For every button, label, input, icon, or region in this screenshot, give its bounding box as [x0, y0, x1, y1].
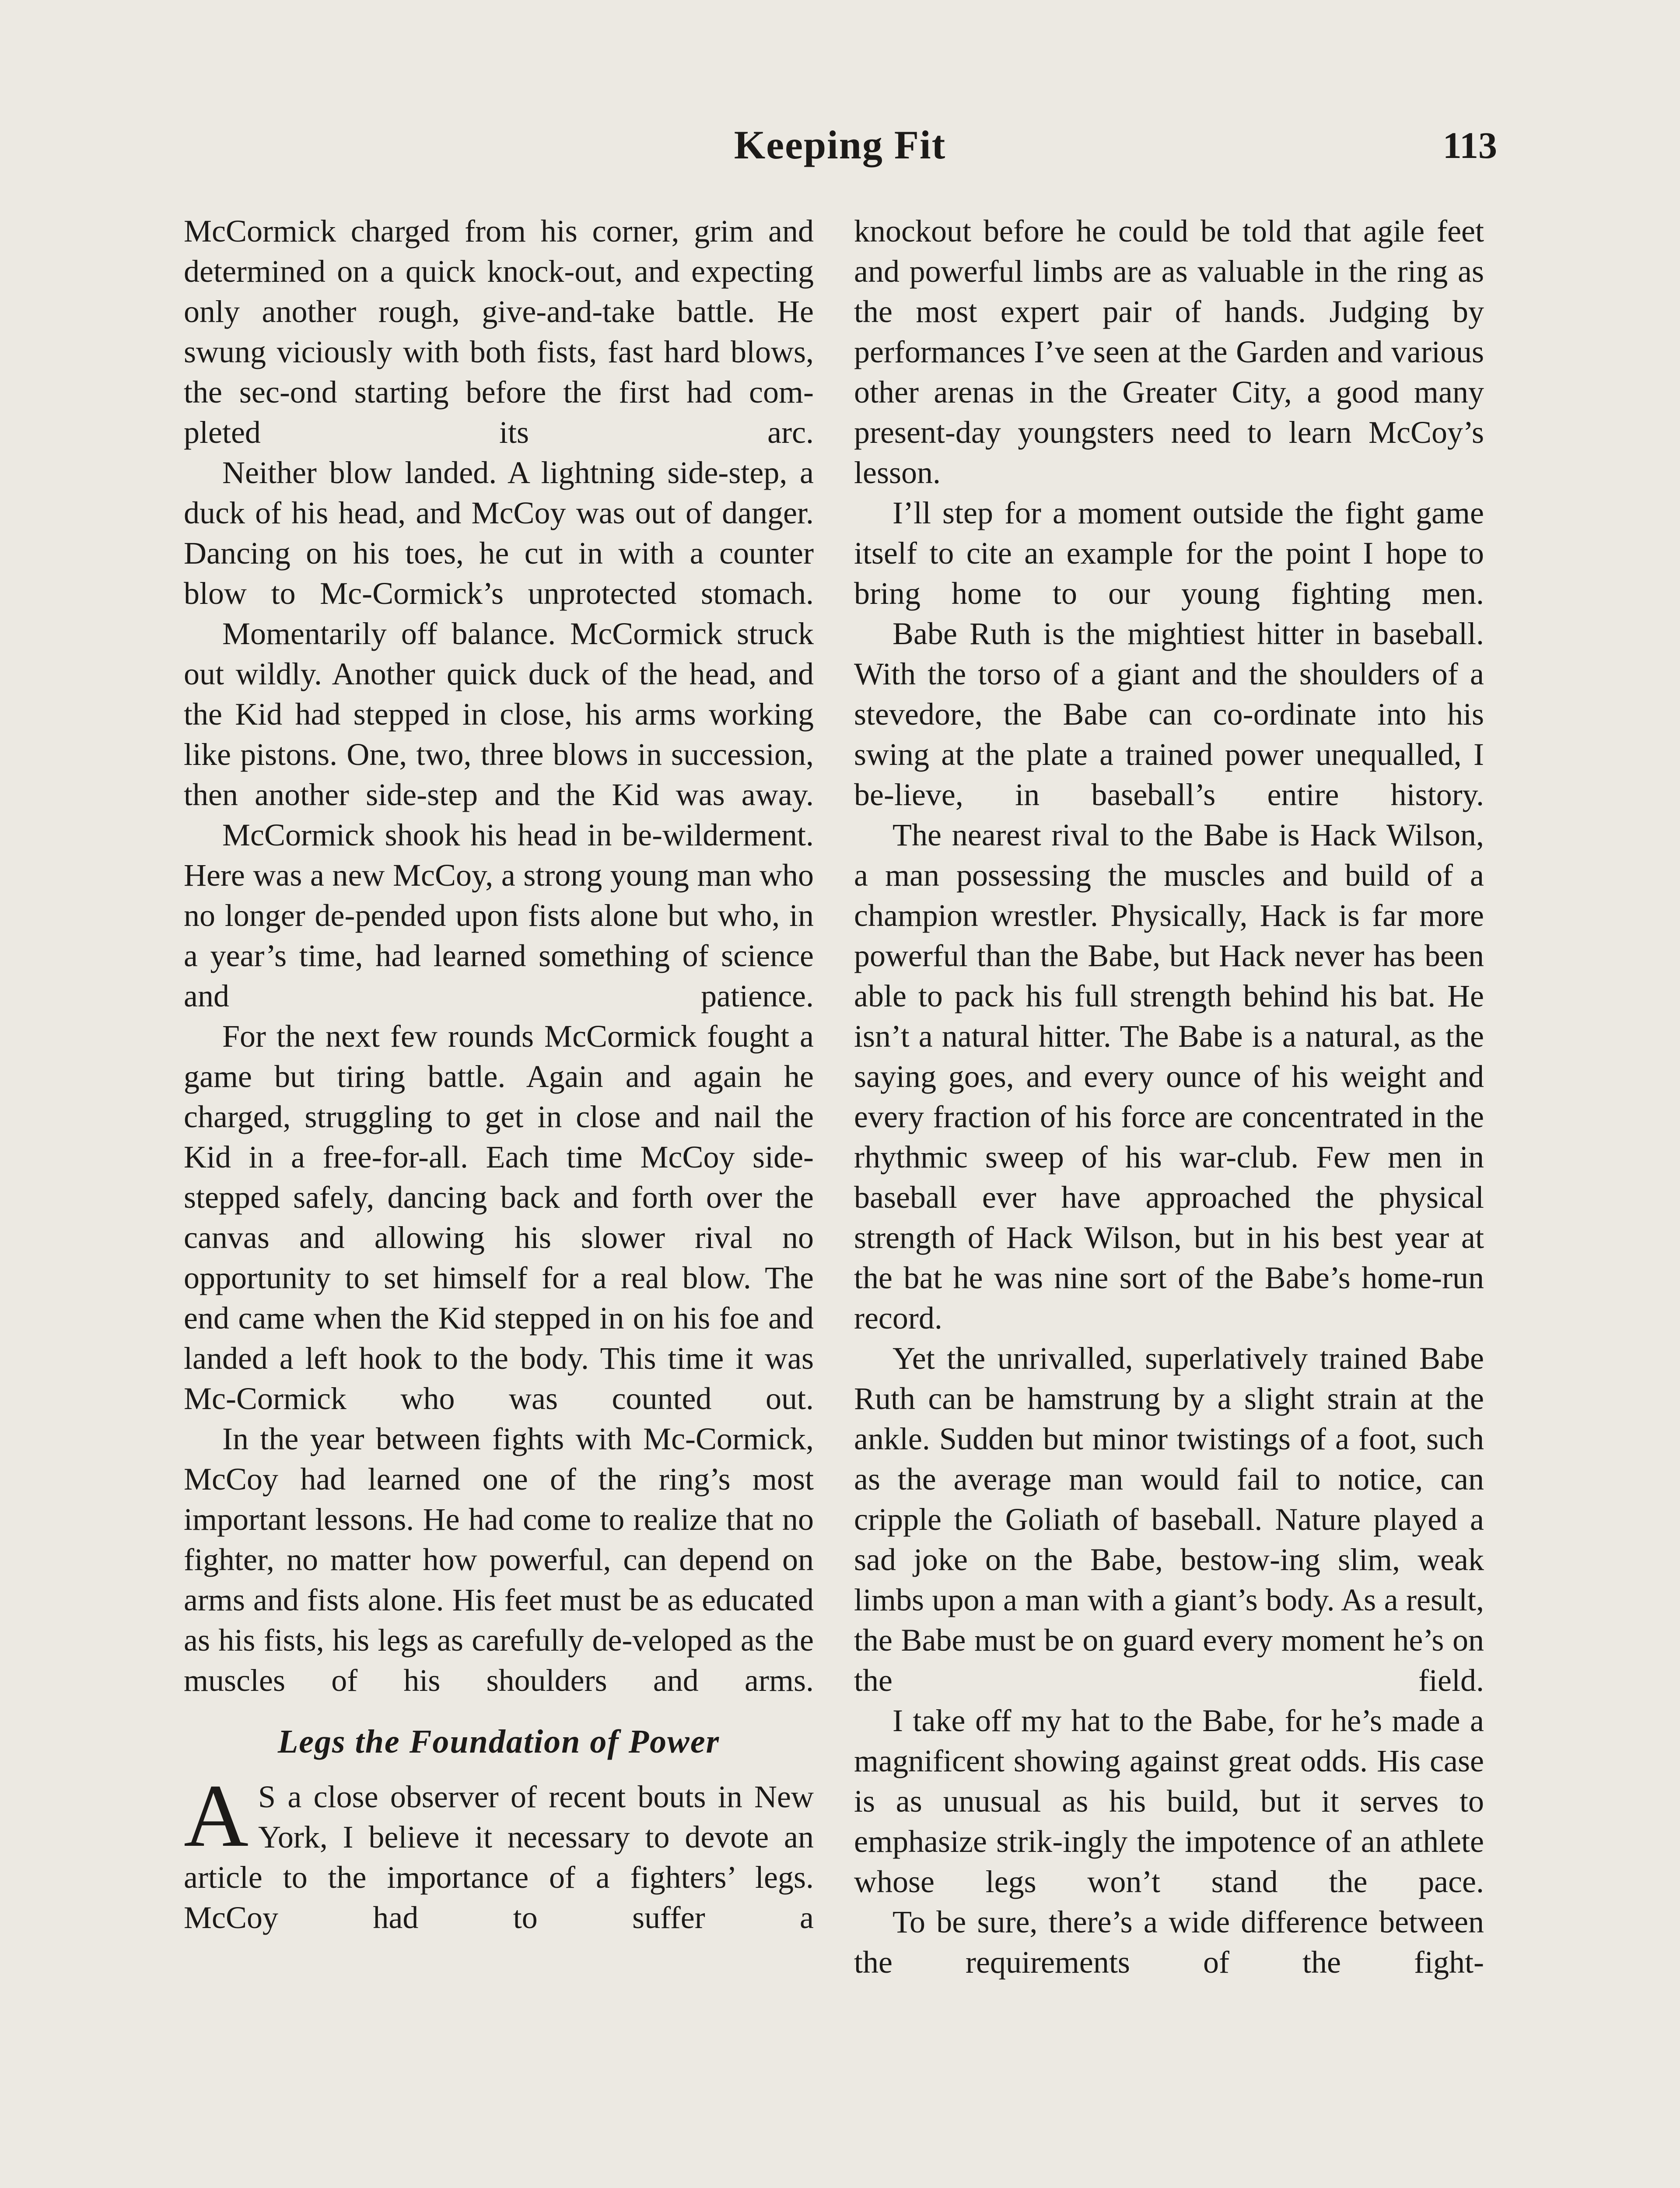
paragraph: I take off my hat to the Babe, for he’s made a magnificent showing against great odds. His case is as unusual as his build, but it serves to emphasize strik-ingly the impotence of an athlete whose legs won’t stand the pace. — [854, 1703, 1484, 1899]
paragraph: In the year between fights with Mc-Cormick, McCoy had learned one of the ring’s most important lessons. He had come to realize that no fighter, no matter how powerful, can depend on arms and fists alone. His feet must be as educated as his fists, his legs as carefully de-veloped as the muscles of his shoulders and arms. — [184, 1421, 814, 1698]
paragraph: I’ll step for a moment outside the fight game itself to cite an example for the point I hope to bring home to our young fighting men. — [854, 495, 1484, 611]
paragraph: Momentarily off balance. McCormick struck out wildly. Another quick duck of the head, and the Kid had stepped in close, his arms working like pistons. One, two, three blows in succession, then another side-step and the Kid was away. — [184, 616, 814, 812]
drop-cap: A — [184, 1766, 249, 1865]
page-number: 113 — [1442, 124, 1497, 166]
section-subhead: Legs the Foundation of Power — [277, 1723, 720, 1760]
paragraph: Yet the unrivalled, superlatively trained Babe Ruth can be hamstrung by a slight strain at the ankle. Sudden but minor twistings of a foot, such as the average man would fail to notice, can cripple the Goliath of baseball. Nature played a sad joke on the Babe, bestow-ing slim, weak limbs upon a man with a giant’s body. As a result, the Babe must be on guard every moment he’s on the field. — [854, 1341, 1484, 1698]
paragraph: The nearest rival to the Babe is Hack Wilson, a man possessing the muscles and build of a champion wrestler. Physically, Hack is far more powerful than the Babe, but Hack never has been able to pack his full strength behind his bat. He isn’t a natural hitter. The Babe is a natural, as the saying goes, and every ounce of his weight and every fraction of his force are concentrated in the rhythmic sweep of his war-club. Few men in baseball ever have approached the physical strength of Hack Wilson, but in his best year at the bat he was nine sort of the Babe’s home-run record. — [854, 817, 1484, 1336]
running-title: Keeping Fit — [734, 123, 946, 167]
paragraph-text: S a close observer of recent bouts in New York, I believe it necessary to devote an article to the importance of a fighters’ legs. McCoy had to suffer a — [184, 1779, 814, 1935]
paragraph: McCormick charged from his corner, grim and determined on a quick knock-out, and expecting only another rough, give-and-take battle. He swung viciously with both fists, fast hard blows, the sec-ond starting before the first had com-pleted its arc. — [184, 214, 814, 450]
paragraph: McCormick shook his head in be-wilderment. Here was a new McCoy, a strong young man who no longer de-pended upon fists alone but who, in a year’s time, had learned something of science and patience. — [184, 817, 814, 1013]
dropcap-paragraph — [184, 1766, 814, 1938]
left-column — [184, 211, 814, 1938]
paragraph: knockout before he could be told that agile feet and powerful limbs are as valuable in the ring as the most expert pair of hands. Judging by performances I’ve seen at the Garden and various other arenas in the Greater City, a good many present-day youngsters need to learn McCoy’s lesson. — [854, 214, 1484, 490]
paragraph: Neither blow landed. A lightning side-step, a duck of his head, and McCoy was out of danger. Dancing on his toes, he cut in with a counter blow to Mc-Cormick’s unprotected stomach. — [184, 455, 814, 611]
paragraph: For the next few rounds McCormick fought a game but tiring battle. Again and again he charged, struggling to get in close and nail the Kid in a free-for-all. Each time McCoy side-stepped safely, dancing back and forth over the canvas and allowing his slower rival no opportunity to set himself for a real blow. The end came when the Kid stepped in on his foe and landed a left hook to the body. This time it was Mc-Cormick who was counted out. — [184, 1019, 814, 1416]
paragraph: Babe Ruth is the mightiest hitter in baseball. With the torso of a giant and the shoulders of a stevedore, the Babe can co-ordinate into his swing at the plate a trained power unequalled, I be-lieve, in baseball’s entire history. — [854, 616, 1484, 812]
paragraph: To be sure, there’s a wide difference between the requirements of the fight- — [854, 1904, 1484, 1980]
right-column — [854, 211, 1484, 1982]
